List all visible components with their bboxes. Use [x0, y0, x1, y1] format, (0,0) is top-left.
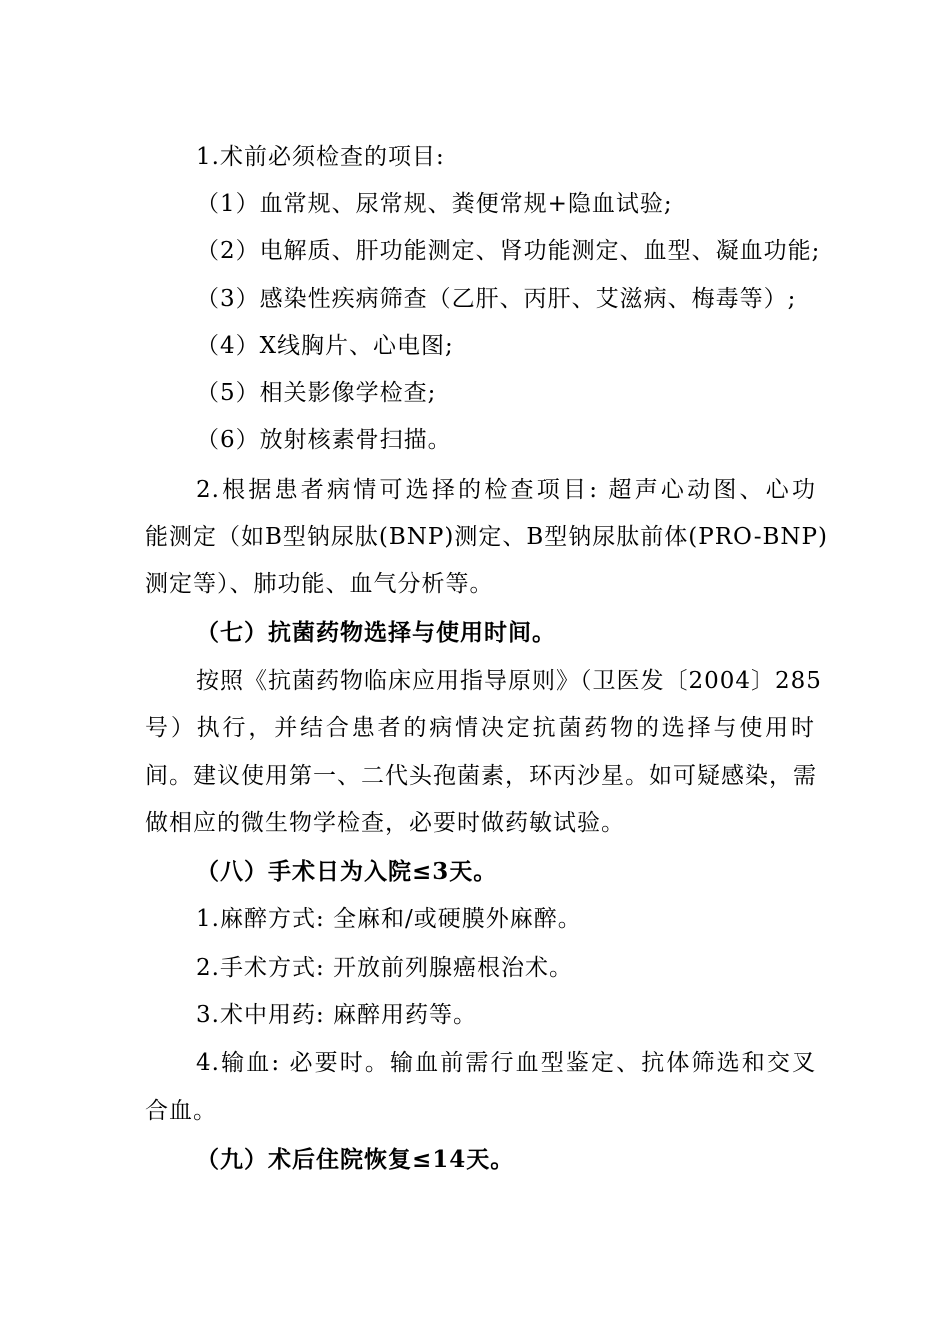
text-line: 间。建议使用第一、二代头孢菌素，环丙沙星。如可疑感染，需	[145, 763, 817, 789]
text-line: （6）放射核素骨扫描。	[196, 427, 452, 453]
text-line: 4.输血: 必要时。输血前需行血型鉴定、抗体筛选和交叉	[196, 1050, 816, 1076]
text-line: 3.术中用药: 麻醉用药等。	[196, 1002, 478, 1028]
text-line: 号）执行，并结合患者的病情决定抗菌药物的选择与使用时	[145, 715, 815, 741]
text-line: 1.麻醉方式: 全麻和/或硬膜外麻醉。	[196, 906, 582, 932]
text-line: 能测定（如B型钠尿肽(BNP)测定、B型钠尿肽前体(PRO-BNP)	[145, 524, 828, 550]
text-line: 2.手术方式: 开放前列腺癌根治术。	[196, 955, 574, 981]
text-line: （1）血常规、尿常规、粪便常规+隐血试验;	[196, 191, 673, 217]
section-heading: （八）手术日为入院≤3天。	[196, 858, 498, 885]
text-line: 测定等）、肺功能、血气分析等。	[145, 571, 494, 597]
section-heading: （七）抗菌药物选择与使用时间。	[196, 619, 556, 646]
text-line: 按照《抗菌药物临床应用指导原则》（卫医发〔2004〕285	[196, 668, 822, 694]
text-line: 1.术前必须检查的项目:	[196, 144, 445, 170]
text-line: （5）相关影像学检查;	[196, 380, 437, 406]
text-line: 做相应的微生物学检查，必要时做药敏试验。	[145, 810, 625, 836]
text-line: （3）感染性疾病筛查（乙肝、丙肝、艾滋病、梅毒等）;	[196, 286, 797, 312]
text-line: 2.根据患者病情可选择的检查项目: 超声心动图、心功	[196, 477, 816, 503]
section-heading: （九）术后住院恢复≤14天。	[196, 1146, 515, 1173]
text-line: 合血。	[145, 1098, 217, 1124]
text-line: （2）电解质、肝功能测定、肾功能测定、血型、凝血功能;	[196, 238, 821, 264]
text-line: （4）X线胸片、心电图;	[196, 333, 454, 359]
